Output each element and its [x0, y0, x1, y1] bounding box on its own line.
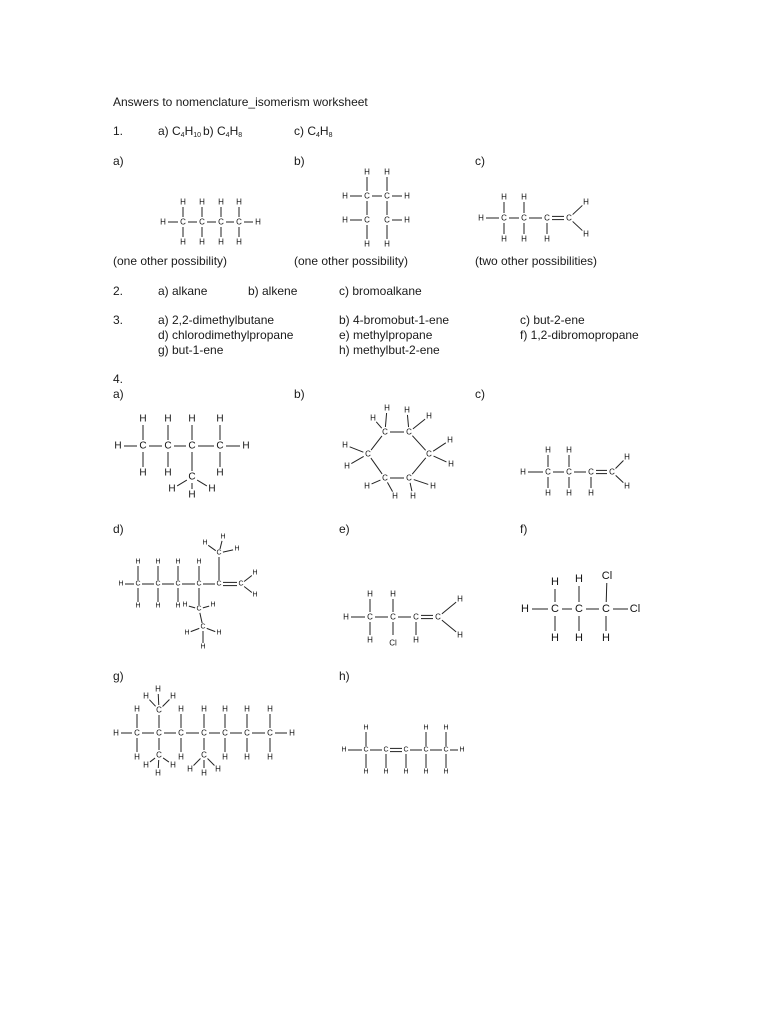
hydrogen-atom: H — [202, 539, 208, 547]
structure-q4c — [515, 440, 635, 500]
hydrogen-atom: H — [155, 684, 161, 694]
hydrogen-atom: H — [178, 704, 184, 714]
carbon-atom: C — [236, 217, 242, 227]
hydrogen-atom: H — [188, 489, 196, 501]
hydrogen-atom: H — [410, 491, 416, 501]
hydrogen-atom: H — [164, 467, 172, 479]
q2-number: 2. — [113, 284, 124, 298]
hydrogen-atom: H — [384, 239, 390, 249]
bond-line — [163, 758, 169, 762]
carbon-atom: C — [602, 603, 610, 615]
bond-line — [413, 419, 425, 429]
bond-line — [208, 759, 215, 766]
bond-line — [412, 436, 425, 451]
hydrogen-atom: H — [236, 237, 242, 247]
hydrogen-atom: H — [218, 197, 224, 207]
hydrogen-atom: H — [501, 234, 507, 244]
bond-line — [434, 456, 447, 462]
structure-q4g — [110, 683, 310, 783]
structure-q4f — [517, 565, 657, 650]
carbon-atom: C — [134, 728, 140, 738]
hydrogen-atom: H — [114, 440, 122, 452]
hydrogen-atom: H — [210, 601, 216, 609]
hydrogen-atom: H — [178, 752, 184, 762]
hydrogen-atom: H — [501, 192, 507, 202]
hydrogen-atom: H — [170, 760, 176, 770]
carbon-atom: C — [201, 728, 207, 738]
carbon-atom: C — [403, 746, 409, 754]
hydrogen-atom: H — [384, 403, 390, 413]
carbon-atom: C — [139, 440, 147, 452]
carbon-atom: C — [155, 580, 161, 588]
carbon-atom: C — [367, 612, 373, 622]
hydrogen-atom: H — [426, 411, 432, 421]
hydrogen-atom: H — [201, 704, 207, 714]
carbon-atom: C — [196, 605, 202, 613]
hydrogen-atom: H — [344, 461, 350, 471]
hydrogen-atom: H — [447, 435, 453, 445]
hydrogen-atom: H — [267, 752, 273, 762]
carbon-atom: C — [196, 580, 202, 588]
structure-q4h — [338, 720, 478, 780]
hydrogen-atom: H — [118, 580, 124, 588]
bond-line — [573, 205, 583, 214]
hydrogen-atom: H — [602, 632, 610, 644]
hydrogen-atom: H — [244, 704, 250, 714]
hydrogen-atom: H — [199, 237, 205, 247]
carbon-atom: C — [188, 440, 196, 452]
page-title: Answers to nomenclature_isomerism worksheet — [113, 95, 368, 109]
bond-line — [208, 545, 215, 550]
hydrogen-atom: H — [404, 191, 410, 201]
bond-line — [433, 443, 446, 451]
hydrogen-atom: H — [624, 452, 630, 462]
q1-formula-a: a) $C_4H_{10}$ — [158, 124, 202, 139]
hydrogen-atom: H — [392, 491, 398, 501]
carbon-atom: C — [216, 440, 224, 452]
hydrogen-atom: H — [234, 545, 240, 553]
bond-line — [350, 447, 364, 452]
carbon-atom: C — [413, 612, 419, 622]
hydrogen-atom: H — [216, 413, 224, 425]
q3-item-a: a) 2,2-dimethylbutane — [158, 313, 275, 327]
hydrogen-atom: H — [341, 746, 347, 754]
carbon-atom: C — [267, 728, 273, 738]
hydrogen-atom: H — [139, 467, 147, 479]
carbon-atom: C — [216, 580, 222, 588]
hydrogen-atom: H — [521, 234, 527, 244]
hydrogen-atom: H — [180, 197, 186, 207]
carbon-atom: C — [364, 191, 370, 201]
hydrogen-atom: H — [545, 445, 551, 455]
carbon-atom: C — [382, 473, 388, 483]
carbon-atom: C — [201, 750, 207, 760]
bond-line — [442, 620, 456, 632]
hydrogen-atom: H — [199, 197, 205, 207]
carbon-atom: C — [501, 213, 507, 223]
hydrogen-atom: H — [583, 229, 589, 239]
hydrogen-atom: H — [208, 483, 216, 495]
hydrogen-atom: H — [443, 768, 449, 776]
hydrogen-atom: H — [139, 413, 147, 425]
carbon-atom: C — [383, 746, 389, 754]
bond-line — [573, 221, 583, 230]
hydrogen-atom: H — [583, 197, 589, 207]
carbon-atom: C — [135, 580, 141, 588]
hydrogen-atom: H — [242, 440, 250, 452]
chlorine-atom: Cl — [629, 603, 641, 615]
q3-number: 3. — [113, 313, 124, 327]
q1-number: 1. — [113, 124, 124, 138]
hydrogen-atom: H — [390, 589, 396, 599]
carbon-atom: C — [175, 580, 181, 588]
q3-item-e: e) methylpropane — [339, 328, 433, 342]
carbon-atom: C — [244, 728, 250, 738]
hydrogen-atom: H — [544, 234, 550, 244]
carbon-atom: C — [435, 612, 441, 622]
carbon-atom: C — [156, 705, 162, 715]
carbon-atom: C — [426, 449, 432, 459]
hydrogen-atom: H — [448, 459, 454, 469]
q1-note-a: (one other possibility) — [113, 254, 228, 268]
hydrogen-atom: H — [343, 612, 349, 622]
hydrogen-atom: H — [222, 704, 228, 714]
q3-item-g: g) but-1-ene — [158, 343, 224, 357]
structure-q1a-butane — [155, 192, 265, 252]
q4-label-c: c) — [475, 387, 485, 401]
hydrogen-atom: H — [160, 217, 166, 227]
carbon-atom: C — [390, 612, 396, 622]
hydrogen-atom: H — [222, 752, 228, 762]
carbon-atom: C — [609, 467, 615, 477]
carbon-atom: C — [156, 750, 162, 760]
hydrogen-atom: H — [188, 413, 196, 425]
bond-line — [244, 575, 252, 581]
carbon-atom: C — [156, 728, 162, 738]
bond-line — [189, 606, 195, 608]
q3-item-h: h) methylbut-2-ene — [339, 343, 440, 357]
hydrogen-atom: H — [342, 191, 348, 201]
hydrogen-atom: H — [363, 768, 369, 776]
bond-line — [442, 602, 456, 614]
carbon-atom: C — [164, 440, 172, 452]
q1-label-a: a) — [113, 154, 124, 168]
hydrogen-atom: H — [216, 467, 224, 479]
hydrogen-atom: H — [423, 768, 429, 776]
hydrogen-atom: H — [184, 629, 190, 637]
hydrogen-atom: H — [545, 488, 551, 498]
structure-q4b-cyclohexane — [335, 398, 465, 508]
hydrogen-atom: H — [143, 760, 149, 770]
carbon-atom: C — [218, 217, 224, 227]
hydrogen-atom: H — [143, 691, 149, 701]
hydrogen-atom: H — [180, 237, 186, 247]
q3-item-d: d) chlorodimethylpropane — [158, 328, 294, 342]
bond-line — [616, 475, 624, 482]
carbon-atom: C — [521, 213, 527, 223]
hydrogen-atom: H — [236, 197, 242, 207]
q4-label-h: h) — [339, 669, 350, 683]
hydrogen-atom: H — [520, 467, 526, 477]
hydrogen-atom: H — [566, 445, 572, 455]
q1-note-b: (one other possibility) — [294, 254, 409, 268]
chlorine-atom: Cl — [601, 570, 613, 582]
hydrogen-atom: H — [430, 481, 436, 491]
bond-line — [220, 541, 222, 549]
hydrogen-atom: H — [383, 768, 389, 776]
bond-line — [191, 628, 200, 631]
hydrogen-atom: H — [443, 724, 449, 732]
bond-line — [372, 480, 381, 484]
hydrogen-atom: H — [200, 643, 206, 651]
hydrogen-atom: H — [551, 576, 559, 588]
hydrogen-atom: H — [370, 413, 376, 423]
q2-item-b: b) alkene — [248, 284, 298, 298]
hydrogen-atom: H — [182, 601, 188, 609]
structure-q4e — [338, 585, 478, 650]
q1-note-c: (two other possibilities) — [475, 254, 598, 268]
hydrogen-atom: H — [170, 691, 176, 701]
carbon-atom: C — [365, 449, 371, 459]
hydrogen-atom: H — [135, 602, 141, 610]
carbon-atom: C — [188, 471, 196, 483]
carbon-atom: C — [238, 580, 244, 588]
hydrogen-atom: H — [134, 752, 140, 762]
bond-line — [200, 613, 202, 623]
carbon-atom: C — [222, 728, 228, 738]
carbon-atom: C — [200, 623, 206, 631]
hydrogen-atom: H — [521, 192, 527, 202]
hydrogen-atom: H — [575, 632, 583, 644]
carbon-atom: C — [180, 217, 186, 227]
chlorine-atom: Cl — [389, 638, 397, 648]
q4-number: 4. — [113, 372, 124, 386]
q1-label-c: c) — [475, 154, 485, 168]
hydrogen-atom: H — [201, 768, 207, 778]
carbon-atom: C — [544, 213, 550, 223]
bond-line — [407, 415, 408, 427]
hydrogen-atom: H — [364, 481, 370, 491]
bond-line — [412, 458, 426, 474]
bond-line — [177, 480, 187, 486]
q4-label-a: a) — [113, 387, 124, 401]
carbon-atom: C — [566, 213, 572, 223]
hydrogen-atom: H — [113, 728, 119, 738]
carbon-atom: C — [406, 427, 412, 437]
hydrogen-atom: H — [216, 629, 222, 637]
carbon-atom: C — [216, 549, 222, 557]
bond-line — [616, 461, 624, 469]
bond-line — [387, 482, 392, 491]
carbon-atom: C — [423, 746, 429, 754]
structure-q1b — [335, 162, 415, 252]
carbon-atom: C — [588, 467, 594, 477]
carbon-atom: C — [384, 215, 390, 225]
hydrogen-atom: H — [218, 237, 224, 247]
q3-item-c: c) but-2-ene — [520, 313, 585, 327]
hydrogen-atom: H — [252, 591, 258, 599]
carbon-atom: C — [443, 746, 449, 754]
carbon-atom: C — [384, 191, 390, 201]
bond-line — [207, 628, 216, 631]
q4-label-g: g) — [113, 669, 124, 683]
hydrogen-atom: H — [289, 728, 295, 738]
bond-line — [158, 694, 159, 705]
hydrogen-atom: H — [457, 594, 463, 604]
hydrogen-atom: H — [187, 764, 193, 774]
hydrogen-atom: H — [551, 632, 559, 644]
hydrogen-atom: H — [155, 558, 161, 566]
bond-line — [244, 586, 252, 592]
bond-line — [410, 483, 412, 491]
hydrogen-atom: H — [521, 603, 529, 615]
bond-line — [371, 458, 382, 474]
hydrogen-atom: H — [413, 635, 419, 645]
bond-line — [194, 759, 201, 766]
bond-line — [150, 758, 155, 762]
bond-line — [163, 700, 170, 707]
q4-label-f: f) — [520, 522, 528, 536]
hydrogen-atom: H — [155, 768, 161, 778]
carbon-atom: C — [199, 217, 205, 227]
hydrogen-atom: H — [342, 215, 348, 225]
q3-item-f: f) 1,2-dibromopropane — [520, 328, 639, 342]
hydrogen-atom: H — [164, 413, 172, 425]
q1-label-b: b) — [294, 154, 305, 168]
hydrogen-atom: H — [367, 635, 373, 645]
hydrogen-atom: H — [342, 440, 348, 450]
hydrogen-atom: H — [363, 724, 369, 732]
carbon-atom: C — [364, 215, 370, 225]
carbon-atom: C — [382, 427, 388, 437]
q2-item-c: c) bromoalkane — [339, 284, 422, 298]
hydrogen-atom: H — [155, 602, 161, 610]
carbon-atom: C — [178, 728, 184, 738]
structure-q1c — [474, 188, 594, 248]
q4-label-d: d) — [113, 522, 124, 536]
hydrogen-atom: H — [404, 405, 410, 415]
carbon-atom: C — [406, 473, 412, 483]
hydrogen-atom: H — [220, 533, 226, 541]
q1-formula-b: b) $C_4H_8$ — [203, 124, 243, 139]
carbon-atom: C — [545, 467, 551, 477]
q4-label-e: e) — [339, 522, 350, 536]
q2-item-a: a) alkane — [158, 284, 208, 298]
hydrogen-atom: H — [255, 217, 261, 227]
hydrogen-atom: H — [404, 215, 410, 225]
q4-label-b: b) — [294, 387, 305, 401]
structure-q4d — [115, 535, 275, 655]
hydrogen-atom: H — [624, 481, 630, 491]
bond-line — [197, 480, 207, 486]
bond-line — [414, 480, 429, 485]
hydrogen-atom: H — [134, 704, 140, 714]
hydrogen-atom: H — [367, 589, 373, 599]
hydrogen-atom: H — [364, 167, 370, 177]
q1-formula-c: c) $C_4H_8$ — [294, 124, 333, 139]
structure-q4a — [110, 405, 260, 500]
carbon-atom: C — [566, 467, 572, 477]
hydrogen-atom: H — [244, 752, 250, 762]
bond-line — [203, 606, 209, 608]
hydrogen-atom: H — [423, 724, 429, 732]
carbon-atom: C — [363, 746, 369, 754]
carbon-atom: C — [551, 603, 559, 615]
hydrogen-atom: H — [478, 213, 484, 223]
hydrogen-atom: H — [175, 602, 181, 610]
bond-line — [351, 456, 363, 463]
carbon-atom: C — [575, 603, 583, 615]
q3-item-b: b) 4-bromobut-1-ene — [339, 313, 450, 327]
bond-line — [223, 550, 233, 552]
bond-line — [371, 436, 382, 450]
hydrogen-atom: H — [457, 630, 463, 640]
hydrogen-atom: H — [196, 558, 202, 566]
hydrogen-atom: H — [566, 488, 572, 498]
hydrogen-atom: H — [459, 746, 465, 754]
hydrogen-atom: H — [384, 167, 390, 177]
bond-line — [606, 583, 607, 602]
hydrogen-atom: H — [267, 704, 273, 714]
hydrogen-atom: H — [403, 768, 409, 776]
hydrogen-atom: H — [135, 558, 141, 566]
hydrogen-atom: H — [175, 558, 181, 566]
hydrogen-atom: H — [588, 488, 594, 498]
hydrogen-atom: H — [252, 569, 258, 577]
hydrogen-atom: H — [168, 483, 176, 495]
hydrogen-atom: H — [575, 573, 583, 585]
bond-line — [385, 413, 386, 427]
bond-line — [149, 700, 155, 707]
hydrogen-atom: H — [364, 239, 370, 249]
bond-line — [376, 422, 381, 428]
hydrogen-atom: H — [215, 764, 221, 774]
